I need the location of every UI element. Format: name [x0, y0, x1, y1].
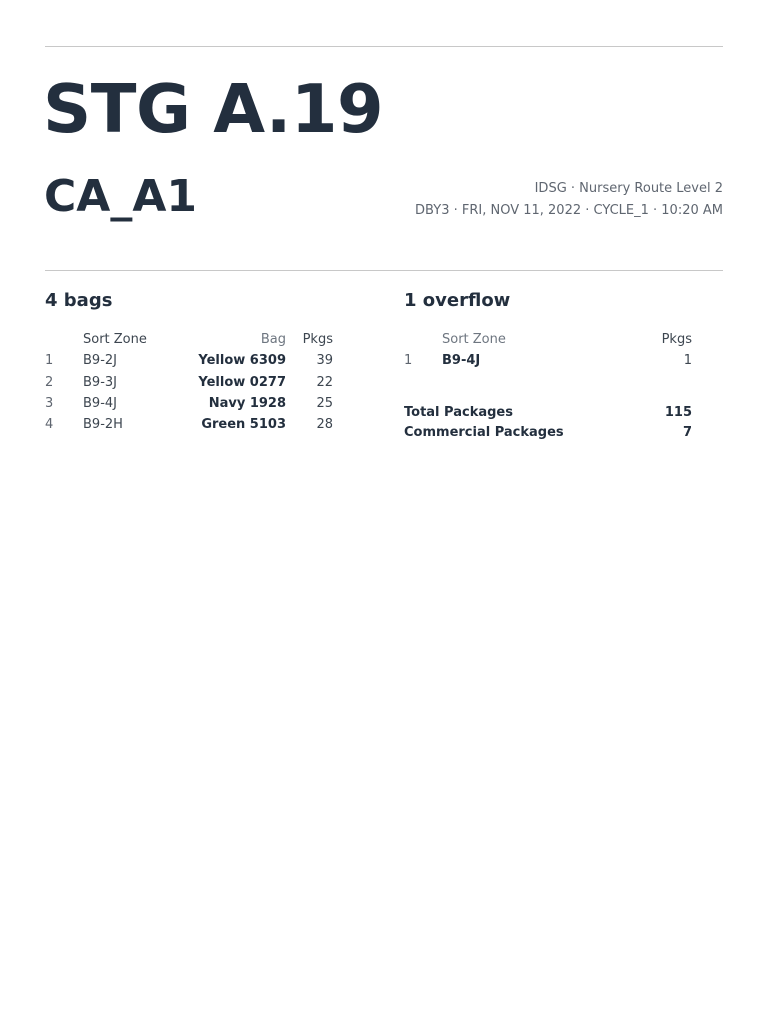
row-pkgs: 28 — [316, 417, 333, 433]
bags-title: 4 bags — [45, 290, 113, 311]
overflow-col-sort-zone: Sort Zone — [442, 332, 506, 348]
bags-table — [45, 329, 333, 435]
bags-table-header — [45, 329, 333, 350]
row-index: 3 — [45, 396, 54, 412]
row-bag: Navy 1928 — [208, 396, 286, 412]
meta-line-cycle: DBY3 · FRI, NOV 11, 2022 · CYCLE_1 · 10:20 AM — [415, 203, 723, 218]
row-sort-zone: B9-2H — [83, 417, 123, 433]
row-bag: Green 5103 — [201, 417, 286, 433]
commercial-packages-label: Commercial Packages — [404, 425, 564, 440]
bags-col-sort-zone: Sort Zone — [83, 332, 147, 348]
row-sort-zone: B9-2J — [83, 353, 117, 369]
meta-line-program: IDSG · Nursery Route Level 2 — [534, 181, 723, 196]
route-meta — [415, 178, 723, 222]
row-index: 1 — [404, 353, 413, 369]
table-row — [45, 372, 333, 393]
table-row — [404, 350, 692, 371]
overflow-col-pkgs: Pkgs — [661, 332, 692, 348]
row-pkgs: 1 — [683, 353, 692, 369]
total-packages-value: 115 — [664, 405, 692, 420]
overflow-table-header — [404, 329, 692, 350]
overflow-col-index — [404, 329, 442, 350]
route-code: CA_A1 — [44, 171, 198, 222]
bags-col-index — [45, 329, 83, 350]
commercial-packages-value: 7 — [682, 425, 692, 440]
station-code: STG A.19 — [43, 70, 384, 148]
row-bag: Yellow 0277 — [198, 374, 286, 390]
row-pkgs: 22 — [316, 374, 333, 390]
table-row — [45, 414, 333, 435]
total-packages-label: Total Packages — [404, 405, 513, 420]
row-index: 2 — [45, 374, 54, 390]
bags-col-bag: Bag — [260, 332, 286, 348]
bags-col-pkgs: Pkgs — [302, 332, 333, 348]
row-sort-zone: B9-3J — [83, 374, 117, 390]
row-bag: Yellow 6309 — [198, 353, 286, 369]
row-pkgs: 25 — [316, 396, 333, 412]
overflow-title: 1 overflow — [404, 290, 511, 311]
row-pkgs: 39 — [316, 353, 333, 369]
commercial-packages-row — [404, 423, 692, 443]
totals-summary — [404, 403, 692, 443]
overflow-table — [404, 329, 692, 372]
section-divider — [45, 270, 723, 271]
row-sort-zone: B9-4J — [442, 353, 481, 369]
table-row — [45, 393, 333, 414]
row-index: 1 — [45, 353, 54, 369]
row-index: 4 — [45, 417, 54, 433]
row-sort-zone: B9-4J — [83, 396, 117, 412]
total-packages-row — [404, 403, 692, 423]
table-row — [45, 350, 333, 371]
top-divider — [45, 46, 723, 47]
